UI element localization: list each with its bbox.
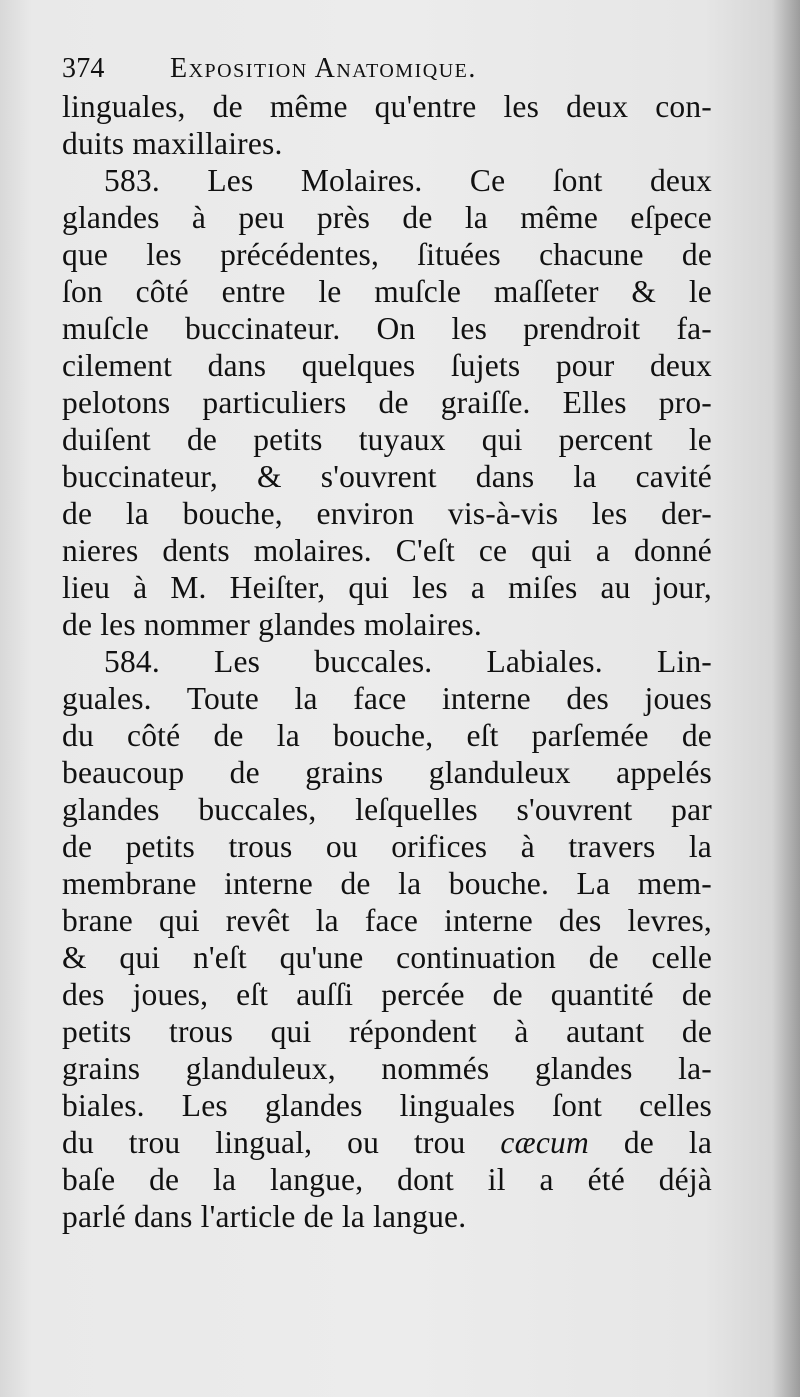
text-line: beaucoup de grains glanduleux appelés <box>62 755 712 790</box>
text-line: que les précédentes, ſituées chacune de <box>62 237 712 272</box>
text-line: muſcle buccinateur. On les prendroit fa- <box>62 311 712 346</box>
text-line: biales. Les glandes linguales ſont celles <box>62 1088 712 1123</box>
text-line: ſon côté entre le muſcle maſſeter & le <box>62 274 712 309</box>
running-head <box>62 50 712 88</box>
text-line: linguales, de même qu'entre les deux con- <box>62 89 712 124</box>
text-line: guales. Toute la face interne des joues <box>62 681 712 716</box>
text-line: petits trous qui répondent à autant de <box>62 1014 712 1049</box>
text-line: & qui n'eſt qu'une continuation de celle <box>62 940 712 975</box>
text-line: duiſent de petits tuyaux qui percent le <box>62 422 712 457</box>
text-line: brane qui revêt la face interne des levres, <box>62 903 712 938</box>
text-line: lieu à M. Heiſter, qui les a miſes au jour, <box>62 570 712 605</box>
page-edge-shadow <box>772 0 800 1397</box>
text-line: cilement dans quelques ſujets pour deux <box>62 348 712 383</box>
section-584-heading-line: 584. Les buccales. Labiales. Lin- <box>104 644 712 679</box>
section-583-heading-line: 583. Les Molaires. Ce ſont deux <box>104 163 712 198</box>
text-line: glandes à peu près de la même eſpece <box>62 200 712 235</box>
page-text <box>62 50 712 1235</box>
text-line: du côté de la bouche, eſt parſemée de <box>62 718 712 753</box>
text-line: pelotons particuliers de graiſſe. Elles pro- <box>62 385 712 420</box>
text-segment: de la <box>623 1125 713 1160</box>
text-line: de les nommer glandes molaires. <box>62 607 482 642</box>
running-title: Exposition Anatomique. <box>170 53 477 84</box>
text-segment: du trou lingual, ou trou <box>62 1125 466 1160</box>
text-line: des joues, eſt auſſi percée de quantité de <box>62 977 712 1012</box>
page-number: 374 <box>62 53 105 84</box>
text-line: baſe de la langue, dont il a été déjà <box>62 1162 712 1197</box>
text-line: parlé dans l'article de la langue. <box>62 1199 467 1234</box>
text-line-with-italic <box>62 1124 712 1161</box>
text-line: duits maxillaires. <box>62 126 283 161</box>
text-line: grains glanduleux, nommés glandes la- <box>62 1051 712 1086</box>
italic-term: cæcum <box>500 1125 589 1160</box>
text-line: buccinateur, & s'ouvrent dans la cavité <box>62 459 712 494</box>
text-line: membrane interne de la bouche. La mem- <box>62 866 712 901</box>
text-line: de petits trous ou orifices à travers la <box>62 829 712 864</box>
text-line: nieres dents molaires. C'eſt ce qui a donné <box>62 533 712 568</box>
text-line: glandes buccales, leſquelles s'ouvrent par <box>62 792 712 827</box>
text-line: de la bouche, environ vis-à-vis les der- <box>62 496 712 531</box>
